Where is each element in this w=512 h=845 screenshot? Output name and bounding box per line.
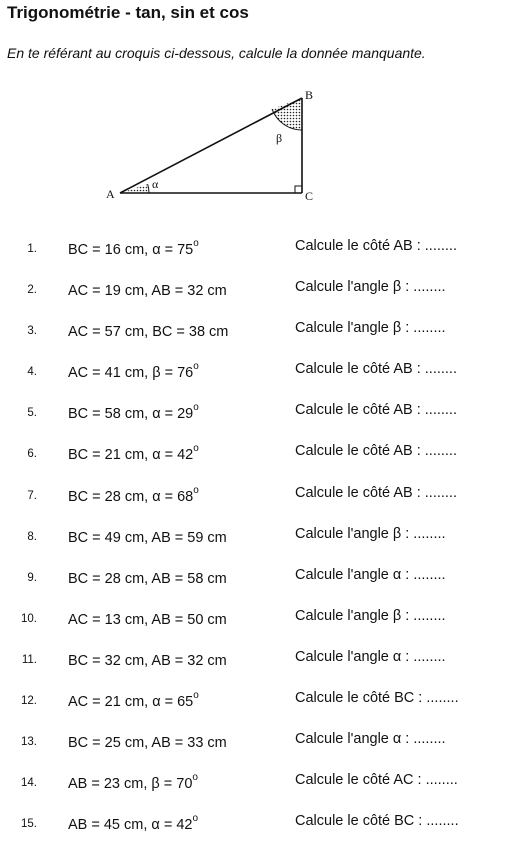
exercise-task: Calcule le côté AB : ........ (295, 361, 457, 378)
exercise-row (0, 431, 512, 472)
exercise-task: Calcule l'angle β : ........ (295, 279, 446, 296)
exercise-row (0, 596, 512, 637)
exercise-given: BC = 49 cm, AB = 59 cm (68, 529, 227, 546)
exercise-row (0, 308, 512, 349)
exercise-row (0, 390, 512, 431)
exercise-task: Calcule le côté AB : ........ (295, 484, 457, 501)
exercise-task: Calcule le côté BC : ........ (295, 813, 459, 830)
vertex-c-label: C (305, 189, 314, 203)
exercise-given: BC = 28 cm, AB = 58 cm (68, 570, 227, 587)
exercise-number: 9. (27, 571, 37, 584)
exercise-given: BC = 25 cm, AB = 33 cm (68, 734, 227, 751)
exercise-number: 6. (27, 448, 37, 461)
angle-beta-label: β (276, 131, 283, 145)
exercise-number: 14. (21, 777, 37, 790)
exercise-given: BC = 16 cm, $\alpha = 75^o$ (68, 238, 199, 258)
exercise-given: AB = 45 cm, $\alpha = 42^o$ (68, 813, 199, 834)
exercise-given: BC = 32 cm, AB = 32 cm (68, 652, 227, 669)
exercise-row (0, 555, 512, 596)
exercise-given: AC = 57 cm, BC = 38 cm (68, 324, 229, 341)
exercise-task: Calcule le côté AB : ........ (295, 402, 457, 419)
exercise-row (0, 349, 512, 390)
exercise-given: AC = 19 cm, AB = 32 cm (68, 282, 227, 299)
exercise-row (0, 760, 512, 801)
exercise-row (0, 637, 512, 678)
exercise-given: AC = 41 cm, $\beta = 76^o$ (68, 361, 199, 382)
exercise-number: 1. (27, 243, 37, 255)
exercise-task: Calcule l'angle β : ........ (295, 525, 446, 542)
right-angle-mark (295, 186, 302, 193)
exercise-given: BC = 58 cm, $\alpha = 29^o$ (68, 402, 199, 423)
exercise-number: 5. (27, 407, 37, 420)
exercise-row (0, 226, 512, 267)
exercise-row (0, 801, 512, 842)
exercise-given: AB = 23 cm, $\beta = 70^o$ (68, 772, 198, 793)
side-ab (120, 98, 302, 193)
exercise-number: 2. (27, 284, 37, 297)
exercise-number: 3. (27, 325, 37, 338)
exercise-number: 10. (21, 612, 37, 625)
exercise-row (0, 678, 512, 719)
exercise-number: 15. (21, 818, 37, 831)
exercise-row (0, 267, 512, 308)
exercise-row (0, 473, 512, 514)
exercise-number: 4. (27, 366, 37, 379)
exercise-row (0, 514, 512, 555)
exercise-number: 11. (21, 653, 37, 666)
vertex-a-label: A (106, 187, 115, 201)
page-title: Trigonométrie - tan, sin et cos (7, 3, 249, 22)
exercise-given: AC = 13 cm, AB = 50 cm (68, 611, 227, 628)
exercise-task: Calcule le côté AC : ........ (295, 772, 458, 789)
exercise-task: Calcule l'angle α : ........ (295, 566, 446, 583)
instruction-text: En te référant au croquis ci-dessous, calcule la donnée manquante. (7, 45, 426, 61)
exercise-task: Calcule le côté AB : ........ (295, 443, 457, 460)
exercise-task: Calcule l'angle β : ........ (295, 320, 446, 337)
exercise-number: 12. (21, 695, 37, 708)
angle-alpha-label: α (152, 177, 159, 191)
exercise-task: Calcule le côté BC : ........ (295, 690, 459, 707)
exercise-number: 7. (27, 489, 37, 502)
triangle-diagram (100, 84, 330, 206)
exercise-given: AC = 21 cm, $\alpha = 65^o$ (68, 690, 199, 710)
exercise-row (0, 719, 512, 760)
exercise-given: BC = 21 cm, $\alpha = 42^o$ (68, 443, 199, 464)
exercise-task: Calcule l'angle α : ........ (295, 731, 446, 748)
exercise-task: Calcule l'angle β : ........ (295, 607, 446, 624)
vertex-b-label: B (305, 88, 314, 102)
exercise-number: 13. (21, 736, 37, 749)
exercise-list (0, 226, 512, 842)
exercise-number: 8. (27, 530, 37, 543)
exercise-task: Calcule le côté AB : ........ (295, 238, 457, 254)
angle-beta-shading (272, 98, 302, 130)
exercise-task: Calcule l'angle α : ........ (295, 648, 446, 665)
exercise-given: BC = 28 cm, $\alpha = 68^o$ (68, 484, 199, 505)
